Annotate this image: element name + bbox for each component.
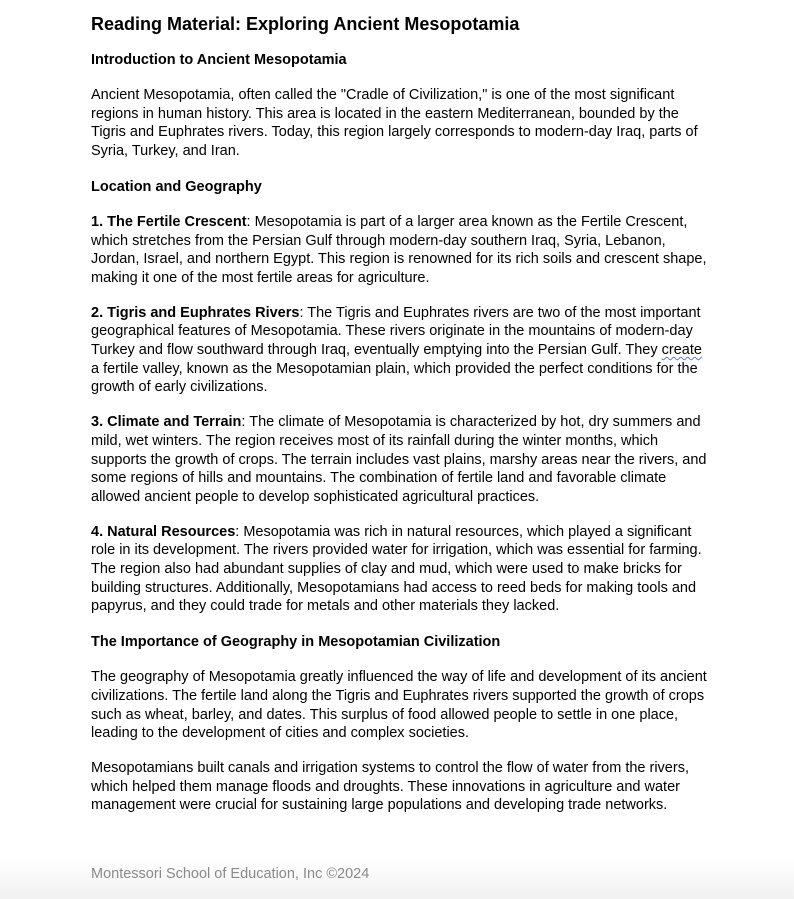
paragraph-line xyxy=(91,796,731,815)
line-text: : The Tigris and Euphrates rivers are two of the most important xyxy=(299,304,701,321)
line-text: : The climate of Mesopotamia is characterized by hot, dry summers and xyxy=(241,414,701,431)
paragraph-line xyxy=(91,706,731,725)
line-text: making it one of the most fertile areas for agriculture. xyxy=(91,269,430,286)
line-text: mild, wet winters. The region receives most of its rainfall during the winter months, which xyxy=(91,432,659,449)
paragraph-line xyxy=(91,341,731,360)
paragraph xyxy=(91,759,731,815)
paragraph-line xyxy=(91,687,731,706)
line-text: : Mesopotamia is part of a larger area known as the Fertile Crescent, xyxy=(246,213,688,230)
line-text: which helped them manage floods and droughts. These innovations in agriculture and water xyxy=(91,778,680,795)
paragraph-line xyxy=(91,213,731,232)
section-heading: Introduction to Ancient Mesopotamia xyxy=(91,52,347,68)
line-text: geographical features of Mesopotamia. These rivers originate in the mountains of modern-day xyxy=(91,323,693,340)
line-text: such as wheat, barley, and dates. This surplus of food allowed people to settle in one place, xyxy=(91,706,679,723)
footer-copyright: Montessori School of Education, Inc ©2024 xyxy=(91,866,370,882)
line-text: which stretches from the Persian Gulf through modern-day southern Iraq, Syria, Lebanon, xyxy=(91,232,666,249)
paragraph-line xyxy=(91,541,731,560)
line-text: management were crucial for sustaining large populations and developing trade networks. xyxy=(91,797,668,814)
paragraph-line xyxy=(91,451,731,470)
paragraph-line xyxy=(91,597,731,616)
paragraph-line xyxy=(91,322,731,341)
line-text: Mesopotamians built canals and irrigation systems to control the flow of water from the rivers, xyxy=(91,759,689,776)
line-text: leading to the development of cities and complex societies. xyxy=(91,725,470,742)
paragraph-line xyxy=(91,142,731,161)
paragraph-line xyxy=(91,232,731,251)
line-text: role in its development. The rivers provided water for irrigation, which was essential for farming. xyxy=(91,542,702,559)
content xyxy=(91,50,731,815)
paragraph-line xyxy=(91,432,731,451)
line-text: : Mesopotamia was rich in natural resources, which played a significant xyxy=(235,523,692,540)
line-text: The region also had abundant supplies of clay and mud, which were used to make bricks for xyxy=(91,561,682,578)
paragraph-line xyxy=(91,378,731,397)
line-text: Turkey and flow southward through Iraq, eventually emptying into the Persian Gulf. They create xyxy=(91,342,702,359)
paragraph-lead: 2. Tigris and Euphrates Rivers xyxy=(91,304,300,321)
section-heading: Location and Geography xyxy=(91,178,262,195)
paragraph xyxy=(91,668,731,743)
line-text: regions in human history. This area is located in the eastern Mediterranean, bounded by the xyxy=(91,105,679,122)
page-title: Reading Material: Exploring Ancient Mesopotamia xyxy=(91,14,520,34)
paragraph-line xyxy=(91,668,731,687)
line-text: growth of early civilizations. xyxy=(91,379,268,396)
line-text: some regions of hills and mountains. The combination of fertile land and favorable climate xyxy=(91,470,667,487)
paragraph-line xyxy=(91,488,731,507)
line-text: Tigris and Euphrates rivers. Today, this region largely corresponds to modern-day Iraq, parts of xyxy=(91,124,698,141)
paragraph-line xyxy=(91,579,731,598)
line-text: The geography of Mesopotamia greatly influenced the way of life and development of its ancient xyxy=(91,669,707,686)
section-heading: The Importance of Geography in Mesopotamian Civilization xyxy=(91,634,501,651)
line-text: a fertile valley, known as the Mesopotamian plain, which provided the perfect conditions for the xyxy=(91,360,698,377)
line-text: papyrus, and they could trade for metals and other materials they lacked. xyxy=(91,598,560,615)
paragraph-line xyxy=(91,560,731,579)
line-text: Jordan, Israel, and northern Egypt. This region is renowned for its rich soils and crescent shape, xyxy=(91,251,707,268)
paragraph-line xyxy=(91,413,731,432)
line-text: building structures. Additionally, Mesopotamians had access to reed beds for making tools and xyxy=(91,579,697,596)
paragraph-line xyxy=(91,123,731,142)
paragraph-line xyxy=(91,86,731,105)
paragraph-line xyxy=(91,724,731,743)
paragraph-lead: 3. Climate and Terrain xyxy=(91,414,242,431)
paragraph-line xyxy=(91,269,731,288)
paragraph-lead: 1. The Fertile Crescent xyxy=(91,213,247,230)
paragraph-line xyxy=(91,304,731,323)
spelling-flag[interactable]: create xyxy=(661,342,702,359)
document-body xyxy=(91,13,731,831)
line-text: Ancient Mesopotamia, often called the "Cradle of Civilization," is one of the most significant xyxy=(91,87,675,103)
paragraph-line xyxy=(91,523,731,542)
paragraph xyxy=(91,413,731,507)
paragraph xyxy=(91,213,731,288)
paragraph xyxy=(91,86,731,161)
line-text: civilizations. The fertile land along the Tigris and Euphrates rivers supported the growth of crops xyxy=(91,687,705,704)
paragraph-line xyxy=(91,469,731,488)
line-text: supports the growth of crops. The terrain includes vast plains, marshy areas near the rivers, and xyxy=(91,451,707,468)
paragraph-lead: 4. Natural Resources xyxy=(91,523,236,540)
paragraph-line xyxy=(91,759,731,778)
paragraph-line xyxy=(91,360,731,379)
paragraph xyxy=(91,523,731,617)
paragraph-line xyxy=(91,250,731,269)
paragraph-line xyxy=(91,778,731,797)
paragraph-line xyxy=(91,105,731,124)
line-text: allowed ancient people to develop sophisticated agricultural practices. xyxy=(91,488,540,505)
paragraph xyxy=(91,304,731,398)
line-text: Syria, Turkey, and Iran. xyxy=(91,143,240,160)
